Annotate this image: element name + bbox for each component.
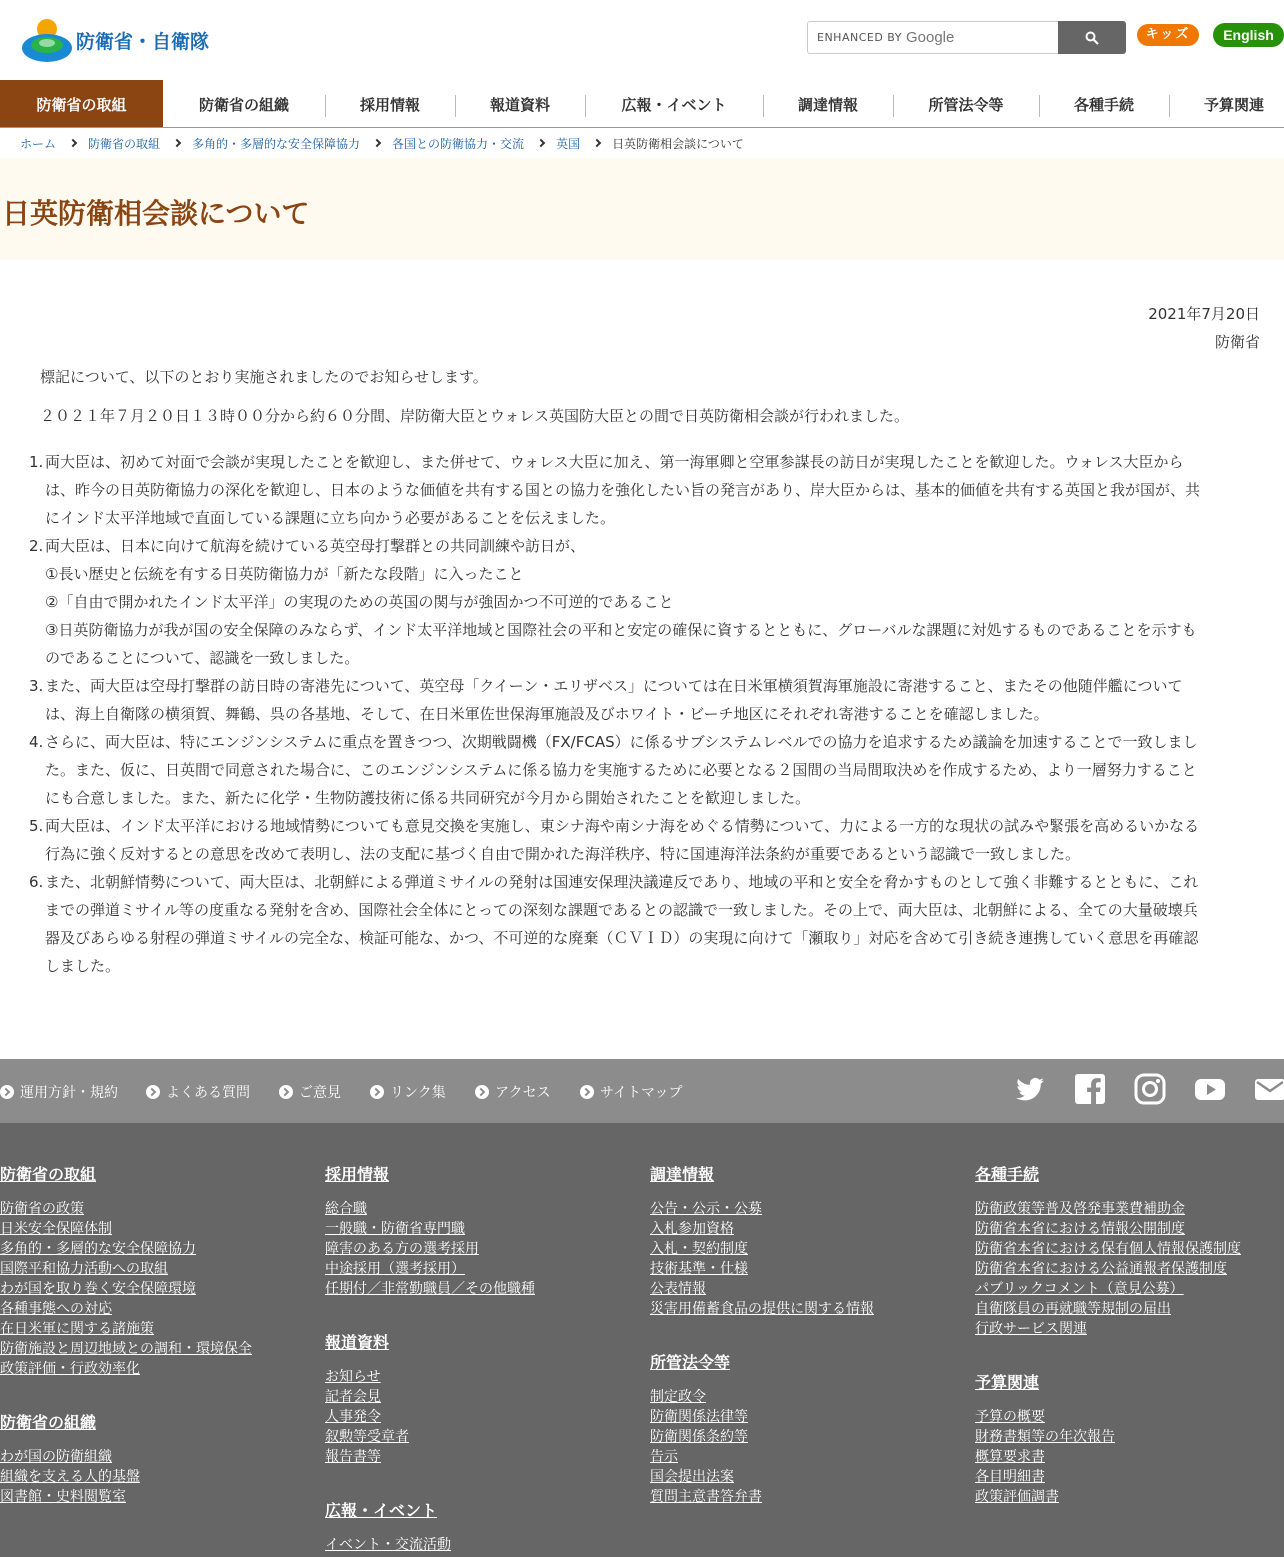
sitemap-link[interactable]: 在日米軍に関する諸施策 <box>0 1321 154 1337</box>
youtube-icon[interactable] <box>1194 1073 1226 1105</box>
list-number: 6. <box>29 873 44 891</box>
sitemap-link[interactable]: 報告書等 <box>325 1449 381 1465</box>
list-item <box>29 532 1284 672</box>
list-item <box>29 448 1284 532</box>
page-title: 日英防衛相会談について <box>2 197 310 230</box>
nav-item-koho[interactable]: 広報・イベント <box>621 96 727 114</box>
nav-item-saiyo[interactable]: 採用情報 <box>359 96 420 114</box>
list-number: 1. <box>29 453 44 471</box>
list-line: にも合意しました。また、新たに化学・生物防護技術に係る共同研究が今月から開始されたことを歓迎しました。 <box>45 789 811 807</box>
sitemap-heading[interactable]: 各種手続 <box>975 1165 1040 1184</box>
list-line: また、両大臣は空母打撃群の訪日時の寄港先について、英空母「クイーン・エリザベス」については在日米軍横須賀海軍施設に寄港すること、またその他随伴艦について <box>45 677 1183 695</box>
english-button[interactable]: English <box>1213 23 1284 47</box>
list-line: ①長い歴史と伝統を有する日英防衛協力が「新たな段階」に入ったこと <box>45 565 524 583</box>
mail-icon[interactable] <box>1254 1073 1284 1105</box>
search-enhanced-label: ENHANCED BY <box>817 31 902 44</box>
list-line: しました。 <box>45 957 121 975</box>
nav-item-chotatsu[interactable]: 調達情報 <box>797 96 858 114</box>
footer-link-label: リンク集 <box>390 1085 446 1101</box>
list-item <box>29 868 1284 980</box>
list-line: ③日英防衛協力が我が国の安全保障のみならず、インド太平洋地域と国際社会の平和と安定の確保に資するとともに、グローバルな課題に対処するものであることを示すも <box>45 621 1197 639</box>
title-band <box>0 158 1284 260</box>
nav-item-yosan[interactable]: 予算関連 <box>1203 96 1264 114</box>
sitemap-link[interactable]: わが国の防衛組織 <box>0 1449 112 1465</box>
logo-text: 防衛省・自衛隊 <box>76 30 210 53</box>
breadcrumb-link-home[interactable]: ホーム <box>20 136 57 151</box>
sitemap-link[interactable]: 組織を支える人的基盤 <box>0 1469 140 1485</box>
site-header <box>0 0 1284 80</box>
sitemap-link[interactable]: 総合職 <box>325 1201 367 1217</box>
sitemap-link[interactable]: 公表情報 <box>650 1281 706 1297</box>
footer-link-sitemap[interactable] <box>580 1082 682 1102</box>
sitemap-link[interactable]: 叙勲等受章者 <box>325 1429 409 1445</box>
site-logo[interactable] <box>20 15 209 65</box>
breadcrumb-link-kyoryoku[interactable]: 多角的・多層的な安全保障協力 <box>192 136 361 151</box>
nav-item-hodo[interactable]: 報道資料 <box>489 96 550 114</box>
sitemap-heading[interactable]: 所管法令等 <box>650 1353 731 1372</box>
sitemap-link[interactable]: わが国を取り巻く安全保障環境 <box>0 1281 196 1297</box>
sitemap-link[interactable]: 防衛関係条約等 <box>650 1429 748 1445</box>
search-google-label: Google <box>905 29 955 46</box>
sitemap-heading[interactable]: 広報・イベント <box>325 1501 438 1520</box>
footer-link-policy[interactable] <box>0 1082 118 1102</box>
sitemap-link[interactable]: 記者会見 <box>325 1389 381 1405</box>
sitemap-link[interactable]: 制定政令 <box>650 1389 706 1405</box>
sitemap-column <box>325 1163 645 1557</box>
sitemap-link[interactable]: 告示 <box>650 1449 678 1465</box>
footer-link-label: ご意見 <box>299 1085 341 1101</box>
sitemap-link[interactable]: 入札・契約制度 <box>650 1241 748 1257</box>
list-line: さらに、両大臣は、特にエンジンシステムに重点を置きつつ、次期戦闘機（FX/FCAS）に係るサブシステムレベルでの協力を追求するため議論を加速することで一致しまし <box>45 733 1198 751</box>
list-line: は、昨今の日英防衛協力の深化を歓迎し、日本のような価値を共有する国との協力を強化したい旨の発言があり、岸大臣からは、基本的価値を共有する英国と我が国が、共 <box>45 481 1201 499</box>
sitemap-link[interactable]: パブリックコメント（意見公募） <box>975 1281 1184 1297</box>
list-item <box>29 728 1284 812</box>
sitemap-link[interactable]: 概算要求書 <box>975 1449 1045 1465</box>
list-item <box>29 812 1284 868</box>
sitemap-link[interactable]: 中途採用（選考採用） <box>325 1261 465 1277</box>
chevron-circle-icon <box>0 1085 14 1099</box>
sitemap-link[interactable]: 一般職・防衛省専門職 <box>325 1221 465 1237</box>
sitemap-link[interactable]: 行政サービス関連 <box>975 1321 1087 1337</box>
footer-link-links[interactable] <box>370 1082 446 1102</box>
logo-mark-icon <box>20 15 74 65</box>
breadcrumb-link-uk[interactable]: 英国 <box>556 136 581 151</box>
sitemap-link[interactable]: 公告・公示・公募 <box>650 1201 762 1217</box>
chevron-circle-icon <box>279 1085 293 1099</box>
list-line: のであることについて、認識を一致しました。 <box>45 649 360 667</box>
search-icon <box>1085 31 1099 45</box>
nav-item-torikumi[interactable]: 防衛省の取組 <box>0 80 163 127</box>
list-line: 両大臣は、インド太平洋における地域情勢についても意見交換を実施し、東シナ海や南シナ海をめぐる情勢について、力による一方的な現状の試みや緊張を高めるいかなる <box>45 817 1200 835</box>
list-line: 行為に強く反対するとの意思を改めて表明し、法の支配に基づく自由で開かれた海洋秩序、特に国連海洋法条約が重要であるという認識で一致しました。 <box>45 845 1081 863</box>
list-line: また、北朝鮮情勢について、両大臣は、北朝鮮による弾道ミサイルの発射は国連安保理決議違反であり、地域の平和と安全を脅かすものとして強く非難するとともに、これ <box>45 873 1199 891</box>
sitemap-heading[interactable]: 調達情報 <box>650 1165 715 1184</box>
list-line: 両大臣は、日本に向けて航海を続けている英空母打撃群との共同訓練や訪日が、 <box>45 537 586 555</box>
sitemap-link[interactable]: 予算の概要 <box>975 1409 1045 1425</box>
chevron-right-icon <box>537 139 545 147</box>
chevron-circle-icon <box>146 1085 160 1099</box>
chevron-circle-icon <box>370 1085 384 1099</box>
sitemap-link[interactable]: 各種事態への対応 <box>0 1301 112 1317</box>
chevron-circle-icon <box>580 1085 594 1099</box>
list-number: 4. <box>29 733 44 751</box>
sitemap-link[interactable]: 任期付／非常勤職員／その他職種 <box>325 1281 535 1297</box>
search-input[interactable] <box>807 21 1058 54</box>
sitemap-link[interactable]: 防衛省本省における情報公開制度 <box>975 1221 1185 1237</box>
facebook-icon[interactable] <box>1074 1073 1106 1105</box>
sitemap-link[interactable]: 自衛隊員の再就職等規制の届出 <box>975 1301 1171 1317</box>
sitemap-link[interactable]: イベント・交流活動 <box>325 1537 451 1553</box>
chevron-circle-icon <box>475 1085 489 1099</box>
article-date: 2021年7月20日 <box>1148 305 1260 323</box>
footer-link-access[interactable] <box>475 1082 551 1102</box>
sitemap-link[interactable]: 入札参加資格 <box>650 1221 734 1237</box>
sitemap-link[interactable]: 防衛政策等普及啓発事業費補助金 <box>975 1201 1185 1217</box>
sitemap-link[interactable]: 多角的・多層的な安全保障協力 <box>0 1241 196 1257</box>
sitemap-link[interactable]: 防衛省本省における公益通報者保護制度 <box>975 1261 1227 1277</box>
nav-item-soshiki[interactable]: 防衛省の組織 <box>198 96 289 114</box>
sitemap-link[interactable]: 技術基準・仕様 <box>650 1261 748 1277</box>
list-line: ②「自由で開かれたインド太平洋」の実現のための英国の関与が強固かつ不可逆的であること <box>45 593 674 611</box>
sitemap-link[interactable]: 質問主意書答弁書 <box>650 1489 762 1505</box>
list-item <box>29 672 1284 728</box>
sitemap-column <box>650 1163 970 1547</box>
sitemap-link[interactable]: 人事発令 <box>325 1409 381 1425</box>
summary-paragraph: ２０２１年７月２０日１３時００分から約６０分間、岸防衛大臣とウォレス英国防大臣との間で日英防衛相会談が行われました。 <box>40 407 909 425</box>
footer-link-label: アクセス <box>495 1085 551 1101</box>
footer-sitemap <box>0 1123 1284 1557</box>
twitter-icon[interactable] <box>1014 1073 1046 1105</box>
list-line: にインド太平洋地域で直面している課題に立ち向かう必要があることを伝えました。 <box>45 509 616 527</box>
article-org: 防衛省 <box>1214 333 1260 351</box>
article-meta <box>1148 300 1260 356</box>
list-line: までの弾道ミサイル等の度重なる発射を含め、国際社会全体にとっての深刻な課題であるとの認識で一致しました。その上で、両大臣は、北朝鮮による、全ての大量破壊兵 <box>45 901 1198 919</box>
chevron-right-icon <box>593 139 601 147</box>
global-nav <box>0 80 1284 128</box>
sitemap-link[interactable]: 災害用備蓄食品の提供に関する情報 <box>650 1301 874 1317</box>
sitemap-link[interactable]: 防衛省の政策 <box>0 1201 84 1217</box>
list-line: 両大臣は、初めて対面で会談が実現したことを歓迎し、また併せて、ウォレス大臣に加え、第一海軍卿と空軍参謀長の訪日が実現したことを歓迎した。ウォレス大臣から <box>45 453 1184 471</box>
sitemap-column <box>975 1163 1284 1547</box>
sitemap-heading[interactable]: 防衛省の組織 <box>0 1413 97 1432</box>
sitemap-column <box>0 1163 320 1547</box>
sitemap-heading[interactable]: 防衛省の取組 <box>0 1165 97 1184</box>
sitemap-link[interactable]: 各目明細書 <box>975 1469 1045 1485</box>
sitemap-link[interactable]: 防衛施設と周辺地域との調和・環境保全 <box>0 1341 252 1357</box>
sitemap-link[interactable]: 防衛関係法律等 <box>650 1409 748 1425</box>
sitemap-link[interactable]: 障害のある方の選考採用 <box>325 1241 479 1257</box>
breadcrumb-link-torikumi[interactable]: 防衛省の取組 <box>88 136 161 151</box>
footer-link-label: サイトマップ <box>600 1085 683 1101</box>
sitemap-link[interactable]: 財務書類等の年次報告 <box>975 1429 1115 1445</box>
list-line: 器及びあらゆる射程の弾道ミサイルの完全な、検証可能な、かつ、不可逆的な廃棄（ＣＶＩＤ）の実現に向けて「瀬取り」対応を含めて引き続き連携していく意思を再確認 <box>45 929 1199 947</box>
instagram-icon[interactable] <box>1134 1073 1166 1105</box>
sitemap-heading[interactable]: 採用情報 <box>325 1165 390 1184</box>
breadcrumb-link-koryu[interactable]: 各国との防衛協力・交流 <box>392 136 525 151</box>
list-line: た。また、仮に、日英間で同意された場合に、このエンジンシステムに係る協力を実施するために必要となる２国間の当局間取決めを作成するため、より一層努力すること <box>45 761 1197 779</box>
breadcrumb <box>0 128 1284 158</box>
chevron-right-icon <box>173 139 181 147</box>
search-button[interactable] <box>1058 21 1126 54</box>
sitemap-link[interactable]: 国会提出法案 <box>650 1469 734 1485</box>
sitemap-heading[interactable]: 報道資料 <box>325 1333 390 1352</box>
list-line: は、海上自衛隊の横須賀、舞鶴、呉の各基地、そして、在日米軍佐世保海軍施設及びホワイト・ビーチ地区にそれぞれ寄港することを確認しました。 <box>45 705 1049 723</box>
footer-link-bar <box>0 1059 1284 1123</box>
sitemap-link[interactable]: 日米安全保障体制 <box>0 1221 112 1237</box>
breadcrumb-current: 日英防衛相会談について <box>612 136 744 151</box>
list-number: 2. <box>29 537 44 555</box>
footer-link-faq[interactable] <box>146 1082 250 1102</box>
footer-link-opinion[interactable] <box>279 1082 341 1102</box>
nav-item-horei[interactable]: 所管法令等 <box>928 96 1004 114</box>
intro-paragraph: 標記について、以下のとおり実施されましたのでお知らせします。 <box>40 368 488 386</box>
sitemap-link[interactable]: 図書館・史料閲覧室 <box>0 1489 126 1505</box>
article-items <box>29 448 1284 980</box>
nav-item-tetsuzuki[interactable]: 各種手続 <box>1073 96 1134 114</box>
list-number: 3. <box>29 677 44 695</box>
list-number: 5. <box>29 817 44 835</box>
sitemap-link[interactable]: お知らせ <box>325 1369 381 1385</box>
sitemap-link[interactable]: 政策評価・行政効率化 <box>0 1361 140 1377</box>
sitemap-link[interactable]: 政策評価調書 <box>975 1489 1059 1505</box>
sitemap-link[interactable]: 国際平和協力活動への取組 <box>0 1261 168 1277</box>
chevron-right-icon <box>69 139 77 147</box>
sitemap-link[interactable]: 防衛省本省における保有個人情報保護制度 <box>975 1241 1241 1257</box>
chevron-right-icon <box>373 139 381 147</box>
footer-link-label: よくある質問 <box>166 1085 250 1101</box>
footer-link-label: 運用方針・規約 <box>20 1085 118 1101</box>
kids-button[interactable]: キッズ <box>1137 24 1199 46</box>
sitemap-heading[interactable]: 予算関連 <box>975 1373 1040 1392</box>
